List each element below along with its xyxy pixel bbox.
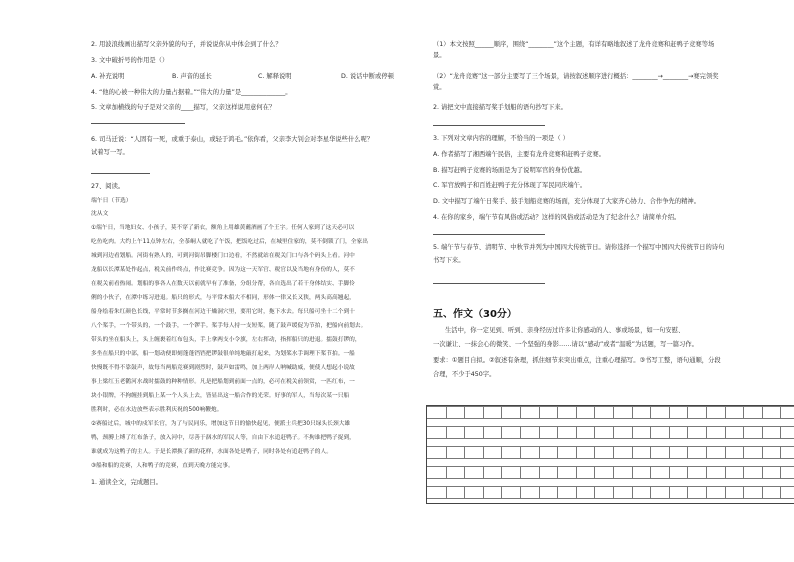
grid-cell-divider [780,406,781,418]
grid-cell-divider [687,426,688,438]
grid-cell-divider [669,446,670,458]
passage-line: 俐的小伙子，在潭中练习进退。船只的形式，与平常木船大不相同，形体一律又长又狭，两头高高翘起， [91,295,355,301]
grid-cell-divider [687,486,688,498]
passage-line: 龙船以长潭某处作起点，税关前作终点，作比赛竞争。因为这一天军官、税官以及当地有身份的人，莫不 [91,267,355,273]
q3-option-b: B. 描写赶鸭子竞赛的场面是为了说明军官的身份优越。 [433,167,587,174]
grid-cell-divider [557,406,558,418]
grid-cell-divider [520,406,521,418]
grid-cell-divider [613,446,614,458]
grid-line [427,418,794,419]
grid-cell-divider [594,486,595,498]
passage-line: 谁就成为这鸭子的主人。于是长潭换了新的花样，水面各处是鸭子，同时各处有追赶鸭子的人。 [91,449,332,455]
passage-line: 胜利时，必在水边放些表示胜利庆祝的500响鞭炮。 [91,407,223,413]
grid-cell-divider [464,426,465,438]
grid-cell-divider [632,486,633,498]
prompt-line-2: 一次谦让、一抹会心的微笑、一个坚强的身影……请以“感动”或者“温暖”为话题，写一篇习作。 [433,341,698,348]
grid-cell-divider [725,486,726,498]
answer-line [433,234,545,235]
requirement-line-2: 合理，不少于450字。 [433,371,496,378]
grid-cell-divider [576,426,577,438]
grid-cell-divider [632,426,633,438]
grid-cell-divider [464,486,465,498]
grid-cell-divider [446,426,447,438]
grid-cell-divider [650,426,651,438]
question-4: 4. “他的心被一种伟大的力量占据着。”“伟大的力量”是______________。 [91,89,292,96]
grid-cell-divider [687,406,688,418]
grid-line [427,458,794,459]
grid-cell-divider [576,406,577,418]
grid-cell-divider [706,446,707,458]
grid-cell-divider [632,446,633,458]
grid-cell-divider [483,426,484,438]
question-6-line-1: 6. 司马迁说：“人固有一死，或重于泰山，或轻于鸿毛。”依你看，父亲李大钊会对李星华说些什么呢？ [91,136,374,143]
answer-line [91,173,150,174]
passage-line: 多坐在船只的中部，船一划动便即刻蓬蓬铛铛把锣鼓很单纯地敲打起来，为划桨水手调理下桨节拍。一船 [91,351,355,357]
grid-cell-divider [632,466,633,478]
grid-cell-divider [539,426,540,438]
grid-cell-divider [520,486,521,498]
grid-cell-divider [501,466,502,478]
grid-cell-divider [743,406,744,418]
passage-line: 吃鱼吃肉。大约上午11点钟左右，全茶峒人就吃了午饭，把饭吃过后，在城里住家的，莫不倒锁了门，全家出 [91,239,368,245]
grid-cell-divider [464,406,465,418]
grid-line [427,438,794,439]
grid-cell-divider [669,406,670,418]
grid-cell-divider [706,426,707,438]
q3-option-c: C. 解释说明 [258,73,292,80]
answer-line [91,123,185,124]
grid-cell-divider [613,486,614,498]
grid-cell-divider [576,486,577,498]
answer-line [433,125,545,126]
grid-line [427,498,794,499]
grid-cell-divider [780,466,781,478]
question-1-2: （2）“龙舟竞赛”这一部分主要写了三个场景，请按叙述顺序进行概括：________→________→赛完领奖 [433,73,719,80]
grid-cell-divider [557,486,558,498]
question-5-line-2: 书写下来。 [433,257,465,264]
grid-cell-divider [725,446,726,458]
grid-cell-divider [501,426,502,438]
grid-cell-divider [557,426,558,438]
question-3: 3. 文中破折号的作用是（） [91,57,169,64]
question-1-1: （1）本文按照______顺序，围绕“________”这个主题，有详有略地叙述了龙舟竞赛和赶鸭子竞赛等场 [433,41,715,48]
passage-line: ②赛船过后，城中的戍军长官，为了与民同乐，增加这节日的愉快起见，便派士兵把30只绿头长颈大雄 [91,421,351,427]
passage-line: 城到河边看划船。河街有熟人的，可到河街吊脚楼门口边看，不然就站在税关门口与各个码头上看。河中 [91,253,355,259]
grid-cell-divider [501,406,502,418]
grid-cell-divider [446,446,447,458]
grid-cell-divider [762,446,763,458]
question-6-line-2: 试着写一写。 [91,149,129,156]
grid-cell-divider [762,486,763,498]
question-4: 4. 在你的家乡，端午节有风俗或活动？这样的风俗或活动是为了纪念什么？请简单介绍。 [433,214,681,221]
question-1-1-cont: 景。 [433,52,446,59]
passage-line: 事上梁红玉老鹳河水战时擂鼓的种种情形。凡是把船划到前面一点的，必可在税关前领赏，一匹红布，一 [91,379,355,385]
grid-cell-divider [539,406,540,418]
grid-cell-divider [483,486,484,498]
grid-cell-divider [446,406,447,418]
grid-cell-divider [576,446,577,458]
passage-line: ①端午日，当地妇女、小孩子，莫不穿了新衣，额角上用雄黄蘸酒画了个王字。任何人家到了这天必可以 [91,225,355,231]
grid-cell-divider [669,486,670,498]
grid-cell-divider [464,446,465,458]
grid-cell-divider [576,466,577,478]
passage-line: 块小银牌，不拘缠挂到船上某一个人头上去，皆显出这一船合作的光荣。好事的军人，当每次某一只船 [91,393,350,399]
passage-author: 沈从文 [91,211,109,217]
grid-cell-divider [464,466,465,478]
grid-cell-divider [706,466,707,478]
q3-option-a: A. 补充说明 [91,73,125,80]
grid-cell-divider [743,446,744,458]
grid-cell-divider [762,426,763,438]
grid-cell-divider [762,406,763,418]
answer-line [433,283,545,284]
passage-line: 在税关前看热闹。划船的事各人在数天以前就早有了准备，分组分帮，各自选出了若干身体结实、手脚伶 [91,281,355,287]
grid-cell-divider [501,486,502,498]
grid-cell-divider [725,466,726,478]
grid-cell-divider [687,466,688,478]
grid-cell-divider [483,466,484,478]
question-3: 3. 下列对文章内容的理解，不恰当的一项是（ ） [433,135,569,142]
q3-option-b: B. 声音的延长 [172,73,212,80]
q3-option-d: D. 说话中断或停顿 [341,73,394,80]
grid-cell-divider [725,426,726,438]
grid-cell-divider [483,446,484,458]
passage-line: 船身绘着朱红颜色长线，平常时节多搁在河边干燥洞穴里，要用它时，拖下水去。每只船可坐十二个到十 [91,309,355,315]
passage-line: ③船和船的竞赛，人和鸭子的竞赛，直到天晚方能完事。 [91,463,234,469]
grid-cell-divider [743,426,744,438]
grid-cell-divider [613,426,614,438]
grid-cell-divider [539,486,540,498]
grid-cell-divider [706,486,707,498]
q3-option-d: D. 文中描写了端午日桨手、鼓手划船竞赛的场面，充分体现了大家齐心协力、合作争先的精神。 [433,198,701,205]
grid-cell-divider [669,466,670,478]
grid-cell-divider [520,446,521,458]
grid-cell-divider [594,446,595,458]
q3-option-c: C. 军官放鸭子和百姓赶鸭子充分体现了军民同庆端午。 [433,182,587,189]
grid-cell-divider [743,486,744,498]
passage-line: 快慢既不得不靠鼓声，故每当两船竞赛到剧烈时，鼓声如雷鸣，加上两岸人呐喊助威，便使人想起小说故 [91,365,355,371]
grid-cell-divider [613,406,614,418]
grid-cell-divider [650,446,651,458]
grid-cell-divider [557,466,558,478]
question-5-line-1: 5. 端午节与春节、清明节、中秋节并列为中国四大传统节日。请你选择一个描写中国四大传统节日的诗句 [433,244,725,251]
passage-line: 鸭，颈膊上缚了红布条子，放入河中，尽善于泅水的军民人等，自由下水追赶鸭子。不拘谁把鸭子捉到， [91,435,355,441]
section-heading: 五、作文（30分） [433,309,517,320]
grid-cell-divider [539,446,540,458]
grid-cell-divider [539,466,540,478]
grid-line [427,478,794,479]
grid-cell-divider [501,446,502,458]
grid-cell-divider [650,466,651,478]
grid-cell-divider [520,426,521,438]
grid-cell-divider [594,426,595,438]
grid-cell-divider [743,466,744,478]
grid-cell-divider [687,446,688,458]
grid-cell-divider [594,466,595,478]
composition-grid[interactable] [426,405,794,504]
grid-cell-divider [483,406,484,418]
grid-cell-divider [780,486,781,498]
grid-cell-divider [725,406,726,418]
passage-line: 八个桨手，一个带头的，一个鼓手，一个锣手。桨手每人持一支短桨，随了鼓声缓促为节拍，把船向前划去。 [91,323,367,329]
question-1-2-cont: 赏。 [433,84,446,91]
reading-header: 27、阅读。 [91,183,125,190]
grid-cell-divider [613,466,614,478]
grid-cell-divider [557,446,558,458]
grid-cell-divider [780,426,781,438]
grid-cell-divider [594,406,595,418]
grid-cell-divider [650,486,651,498]
grid-cell-divider [446,486,447,498]
question-5: 5. 文章加横线的句子是对父亲的____描写，父亲这样说用意何在？ [91,104,276,111]
question-2: 2. 请把文中直接描写桨手划船的语句抄写下来。 [433,104,567,111]
question-2: 2. 用波浪线画出描写父亲外貌的句子，并说说你从中体会到了什么？ [91,41,282,48]
q3-option-a: A. 作者描写了湘西端午民俗，主要有龙舟竞赛和赶鸭子竞赛。 [433,151,605,158]
grid-cell-divider [446,466,447,478]
grid-cell-divider [762,466,763,478]
grid-cell-divider [520,466,521,478]
grid-cell-divider [650,406,651,418]
grid-cell-divider [780,446,781,458]
grid-cell-divider [632,406,633,418]
prompt-line-1: 生活中，你一定见到、听到、亲身经历过许多让你感动的人、事或场景，如一句安慰、 [445,327,685,334]
requirement-line-1: 要求：①题目自拟。②叙述有条理，抓住细节来突出重点，注重心理描写。③书写工整，语句通顺，分段 [433,357,721,364]
reading-question-1: 1. 通读全文，完成题目。 [91,479,162,486]
passage-title: 端午日（节选） [91,198,132,204]
grid-cell-divider [706,406,707,418]
passage-line: 带头的坐在船头上，头上缠裹着红布包头，手上拿两支小令旗，左右挥动，指挥船只的进退。擂鼓打锣的， [91,337,361,343]
grid-cell-divider [669,426,670,438]
